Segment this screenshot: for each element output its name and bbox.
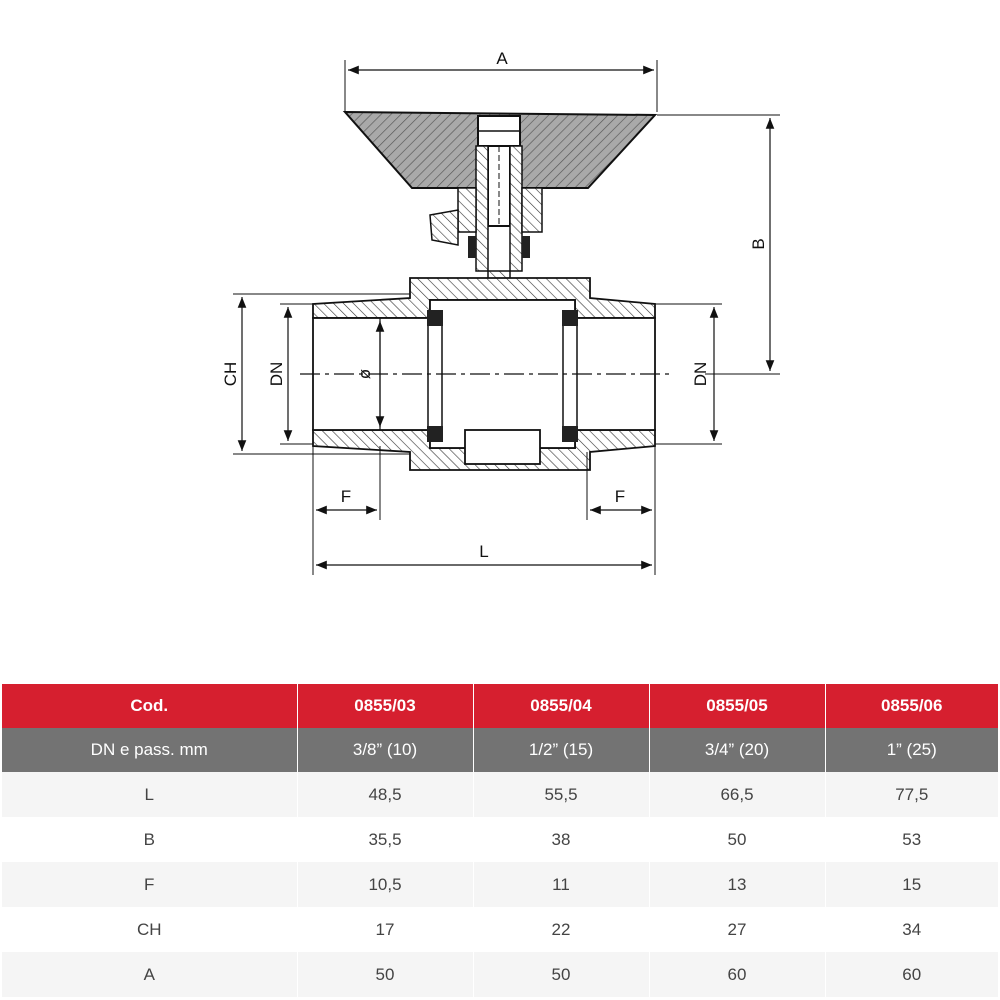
table-cell: 22	[473, 907, 649, 952]
table-row	[2, 862, 998, 907]
specification-table	[2, 684, 998, 997]
subheader-value: 3/8” (10)	[297, 728, 473, 772]
table-cell: 66,5	[649, 772, 825, 817]
table-cell: 60	[649, 952, 825, 997]
subheader-value: 3/4” (20)	[649, 728, 825, 772]
table-cell: 38	[473, 817, 649, 862]
table-cell: 34	[825, 907, 998, 952]
table-row	[2, 952, 998, 997]
label-diameter: ø	[355, 368, 374, 380]
table-row	[2, 772, 998, 817]
dimension-l	[316, 542, 652, 565]
subheader-value: 1/2” (15)	[473, 728, 649, 772]
dimension-a	[345, 49, 657, 112]
table-row	[2, 907, 998, 952]
header-code: 0855/04	[473, 684, 649, 728]
label-ch: CH	[221, 361, 240, 387]
row-label: L	[2, 772, 297, 817]
subheader-label: DN e pass. mm	[2, 728, 297, 772]
label-dn-right: DN	[691, 361, 710, 387]
table-cell: 13	[649, 862, 825, 907]
dimension-b	[657, 115, 780, 374]
table-cell: 48,5	[297, 772, 473, 817]
row-label: CH	[2, 907, 297, 952]
table-cell: 17	[297, 907, 473, 952]
subheader-value: 1” (25)	[825, 728, 998, 772]
table-cell: 50	[297, 952, 473, 997]
table-row	[2, 817, 998, 862]
table-cell: 60	[825, 952, 998, 997]
header-code: 0855/06	[825, 684, 998, 728]
table-cell: 50	[473, 952, 649, 997]
label-l: L	[479, 542, 489, 561]
dimension-f-left	[313, 446, 380, 575]
row-label: F	[2, 862, 297, 907]
row-label: B	[2, 817, 297, 862]
table-cell: 27	[649, 907, 825, 952]
label-a: A	[496, 49, 508, 68]
label-dn-left: DN	[267, 361, 286, 387]
table-cell: 10,5	[297, 862, 473, 907]
table-cell: 50	[649, 817, 825, 862]
table-cell: 35,5	[297, 817, 473, 862]
label-f-right: F	[614, 487, 626, 506]
table-cell: 15	[825, 862, 998, 907]
label-b: B	[749, 238, 768, 250]
table-cell: 11	[473, 862, 649, 907]
table-subheader-row	[2, 728, 998, 772]
row-label: A	[2, 952, 297, 997]
header-code: 0855/03	[297, 684, 473, 728]
table-cell: 55,5	[473, 772, 649, 817]
table-cell: 77,5	[825, 772, 998, 817]
dimension-f-right	[587, 446, 655, 575]
header-code: 0855/05	[649, 684, 825, 728]
table-cell: 53	[825, 817, 998, 862]
header-code-label: Cod.	[2, 684, 297, 728]
label-f-left: F	[340, 487, 352, 506]
table-header-row	[2, 684, 998, 728]
